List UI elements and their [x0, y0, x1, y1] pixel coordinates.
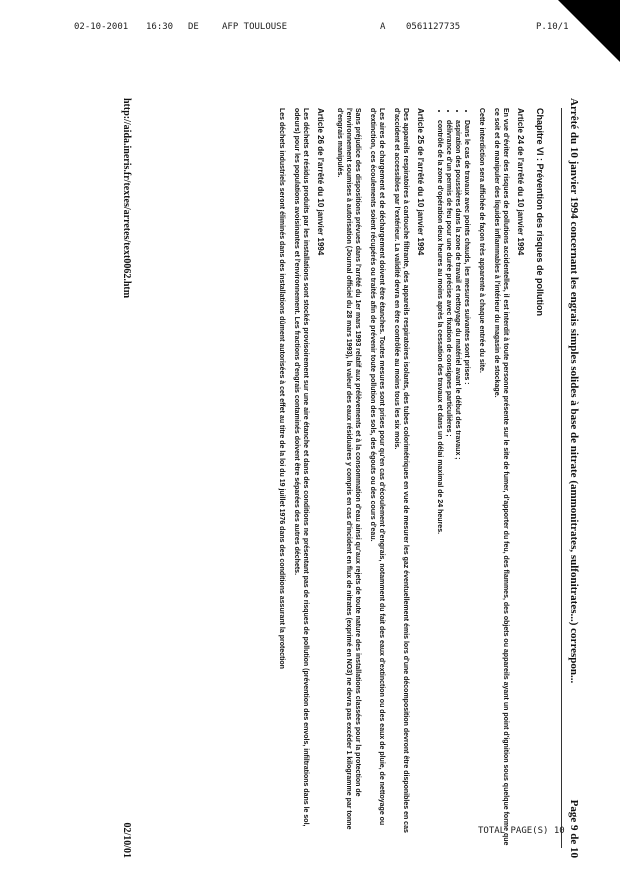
article-24-paragraph: En vue d'éviter des risques de pollutions accidentelles, il est interdit à toute personne présente sur le site de fumer, d'apporter du feu, des flammes, des objets ou appareils ayant un point d'ignition sous quelque forme que ce soit et de manipuler des liquides inflammables à l'intérieur du magasin de stockage. [493, 108, 509, 846]
fax-number: 0561127735 [406, 22, 461, 32]
article-26-paragraph: Les déchets industriels seront éliminés dans des installations dûment autorisées à cet effet au titre de la loi du 19 juillet 1976 dans des conditions assurant la protection [278, 108, 285, 669]
document-title-bar [568, 98, 580, 858]
fax-header [0, 22, 620, 40]
list-item: • aspiration des poussières dans la zone de travail et nettoyage du matériel avant le début des travaux ; [453, 120, 462, 848]
document-title: Arrêté du 10 janvier 1994 concernant les engrais simples solides à base de nitrate (ammonitrates, sulfonitrates...) correspon... [568, 98, 580, 684]
article-25-paragraph: Sans préjudice des dispositions prévues dans l'arrêté du 1er mars 1993 relatif aux prélèvements et à la consommation d'eau ainsi qu'aux rejets de toute nature des installations classées pour la protection de l'environnement soumises à autorisation (Journal officiel du 28 mars 1993), la valeur des eaux résiduaires y compris en cas d'incident en flux de nitrates (exprimé en NO3) ne devra pas excéder 1 kilogramme par tonne d'engrais manipulés. [336, 108, 361, 830]
list-item: • contrôle de la zone d'opération deux heures au moins après la cessation des travaux et dans un délai maximal de 24 heures. [435, 120, 444, 848]
fax-page: P.10/1 [536, 22, 569, 32]
fax-date: 02-10-2001 [74, 22, 129, 32]
article-25-paragraph: Des appareils respiratoires à cartouche filtrante, des appareils respiratoires isolants, des tubes colorimétriques en vue de mesurer les gaz éventuellement émis lors d'une décomposition devront être disponibles en cas d'accident et accessibles par l'extérieur. La validité devra en être contrôlée au moins tous les six mois. [393, 108, 409, 833]
document-page [90, 98, 580, 858]
fax-sender: AFP TOULOUSE [222, 22, 288, 32]
article-26-heading: Article 26 de l'arrêté du 10 janvier 1994 [316, 108, 325, 256]
list-item: • Dans le cas de travaux avec points chauds, les mesures suivantes sont prises : [462, 120, 471, 848]
fax-total-pages: TOTAL PAGE(S) 10 [478, 826, 565, 836]
article-24-heading: Article 24 de l'arrêté du 10 janvier 1994 [516, 108, 525, 256]
article-25-heading: Article 25 de l'arrêté du 10 janvier 1994 [416, 108, 425, 256]
article-24-list [435, 120, 471, 848]
article-26-paragraph: Les déchets et résidus produits par les installations sont stockés provisoirement sur une aire étanche et dans des conditions ne présentant pas de risques de pollution (prévention des envols, infiltrations dans le sol, odeurs) pour les populations avoisinantes et l'environnement. Les fractions d'engrais contaminés doivent être séparées des autres déchets. [293, 108, 309, 827]
page-label: Page 9 de 10 [568, 799, 580, 858]
article-24-paragraph: Cette interdiction sera affichée de façon très apparente à chaque entrée du site. [478, 108, 485, 373]
title-rule [561, 108, 562, 848]
print-date: 02/10/01 [121, 822, 132, 858]
fax-de: DE [188, 22, 199, 32]
source-url: http://aida.ineris.fr/textes/arretes/text0062.htm [121, 98, 132, 299]
chapter-heading: Chapitre VI : Prévention des risques de pollution [535, 108, 545, 317]
fax-a: A [380, 22, 386, 32]
list-item: • délivrance d'un permis de feu pour une durée précise avec fixation de consignes particulières ; [444, 120, 453, 848]
document-body [271, 108, 550, 848]
fax-corner-mark [558, 0, 620, 62]
fax-time: 16:30 [146, 22, 174, 32]
article-25-paragraph: Les aires de chargement et de déchargement doivent être étanches. Toutes mesures sont prises pour qu'en cas d'écoulement d'engrais, notamment du fait des eaux d'extinction ou des eaux de pluie, de nettoyage ou d'extinction, ces écoulements soient récupérés ou traités afin de prévenir toute pollution des sols, des égouts ou des cours d'eau. [369, 108, 385, 826]
